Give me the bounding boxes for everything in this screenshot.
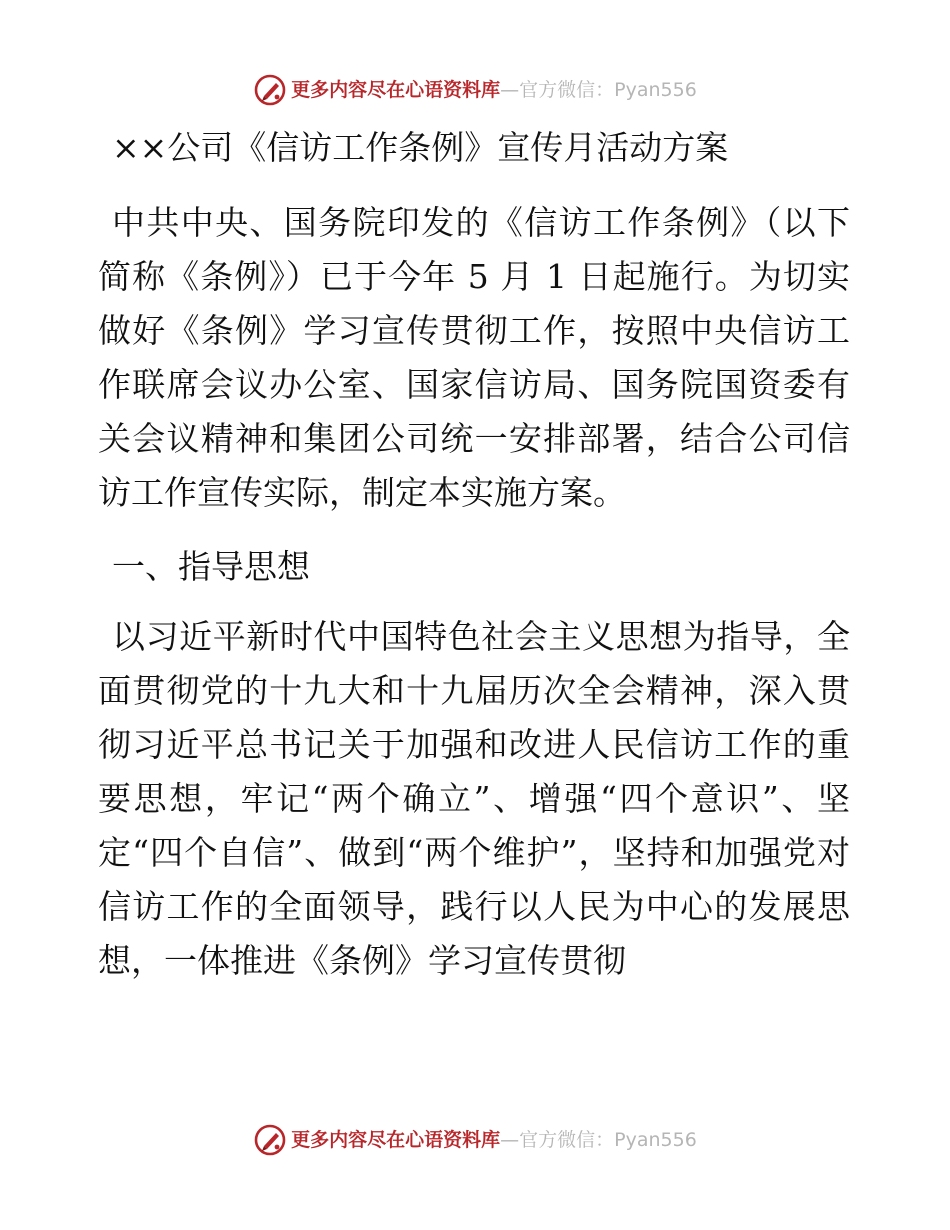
document-body [98,122,850,988]
document-title: ××公司《信访工作条例》宣传月活动方案 [112,128,729,167]
header-banner-gray-text: —官方微信：Pyan556 [500,78,697,101]
section-body-guiding-ideology: 以习近平新时代中国特色社会主义思想为指导，全面贯彻党的十九大和十九届历次全会精神，深入贯彻习近平总书记关于加强和改进人民信访工作的重要思想，牢记“两个确立”、增强“四个意识”、坚定“四个自信”、做到“两个维护”，坚持和加强党对信访工作的全面领导，践行以人民为中心的发展思想，一体推进《条例》学习宣传贯彻 [98,617,850,980]
footer-watermark-banner [0,1120,950,1160]
footer-banner-red-text: 更多内容尽在心语资料库 [291,1128,501,1151]
header-banner-red-text: 更多内容尽在心语资料库 [291,78,501,101]
footer-banner-gray-text: —官方微信：Pyan556 [500,1128,697,1151]
section-heading-guiding-ideology: 一、指导思想 [112,547,310,586]
pen-logo-icon [253,73,287,107]
header-watermark-banner [0,70,950,110]
pen-logo-icon [253,1123,287,1157]
intro-paragraph: 中共中央、国务院印发的《信访工作条例》（以下简称《条例》）已于今年 5 月 1 日起施行。为切实做好《条例》学习宣传贯彻工作，按照中央信访工作联席会议办公室、国家信访局、国务院国资委有关会议精神和集团公司统一安排部署，结合公司信访工作宣传实际，制定本实施方案。 [98,203,850,512]
